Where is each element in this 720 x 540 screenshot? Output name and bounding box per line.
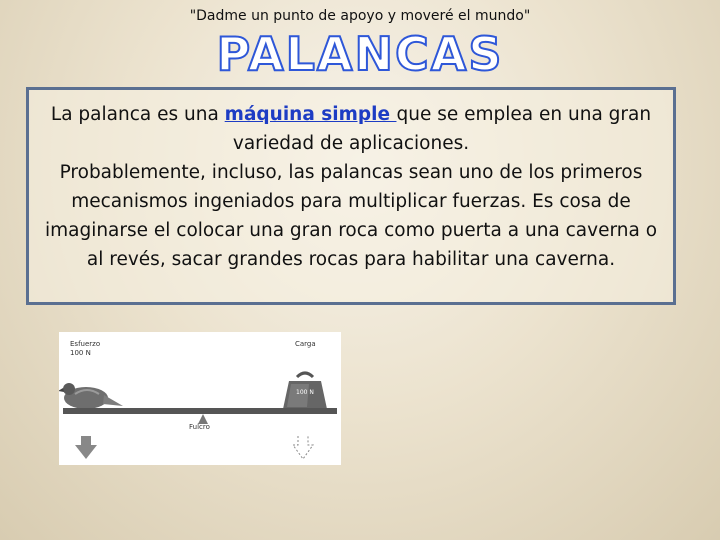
lever-diagram-drawing bbox=[59, 332, 341, 465]
paragraph-intro bbox=[29, 90, 673, 158]
fulcrum-label: Fulcro bbox=[189, 423, 210, 431]
bird-icon bbox=[59, 383, 123, 409]
intro-text-start: La palanca es una bbox=[50, 104, 225, 125]
lever-plank bbox=[63, 408, 337, 414]
page-title: PALANCAS bbox=[216, 27, 504, 81]
quote-text: "Dadme un punto de apoyo y moveré el mundo" bbox=[189, 8, 531, 24]
lever-diagram bbox=[59, 332, 341, 465]
effort-value: 100 N bbox=[70, 349, 91, 357]
maquina-simple-link[interactable]: máquina simple bbox=[224, 104, 397, 125]
intro-text-end: que se emplea en una gran variedad de aplicaciones. bbox=[232, 104, 652, 154]
weight-value: 100 N bbox=[296, 389, 314, 396]
paragraph-detail: Probablemente, incluso, las palancas sean uno de los primeros mecanismos ingeniados para multiplicar fuerzas. Es cosa de imaginarse el colocar una gran roca como puerta a una caverna o al revés, sacar grandes rocas para habilitar una caverna. bbox=[44, 162, 658, 270]
arrow-down-icon bbox=[75, 436, 97, 459]
effort-label: Esfuerzo bbox=[70, 340, 101, 348]
load-label: Carga bbox=[295, 340, 316, 348]
dashed-arrow-down-icon bbox=[293, 436, 313, 459]
description-box bbox=[26, 87, 676, 305]
